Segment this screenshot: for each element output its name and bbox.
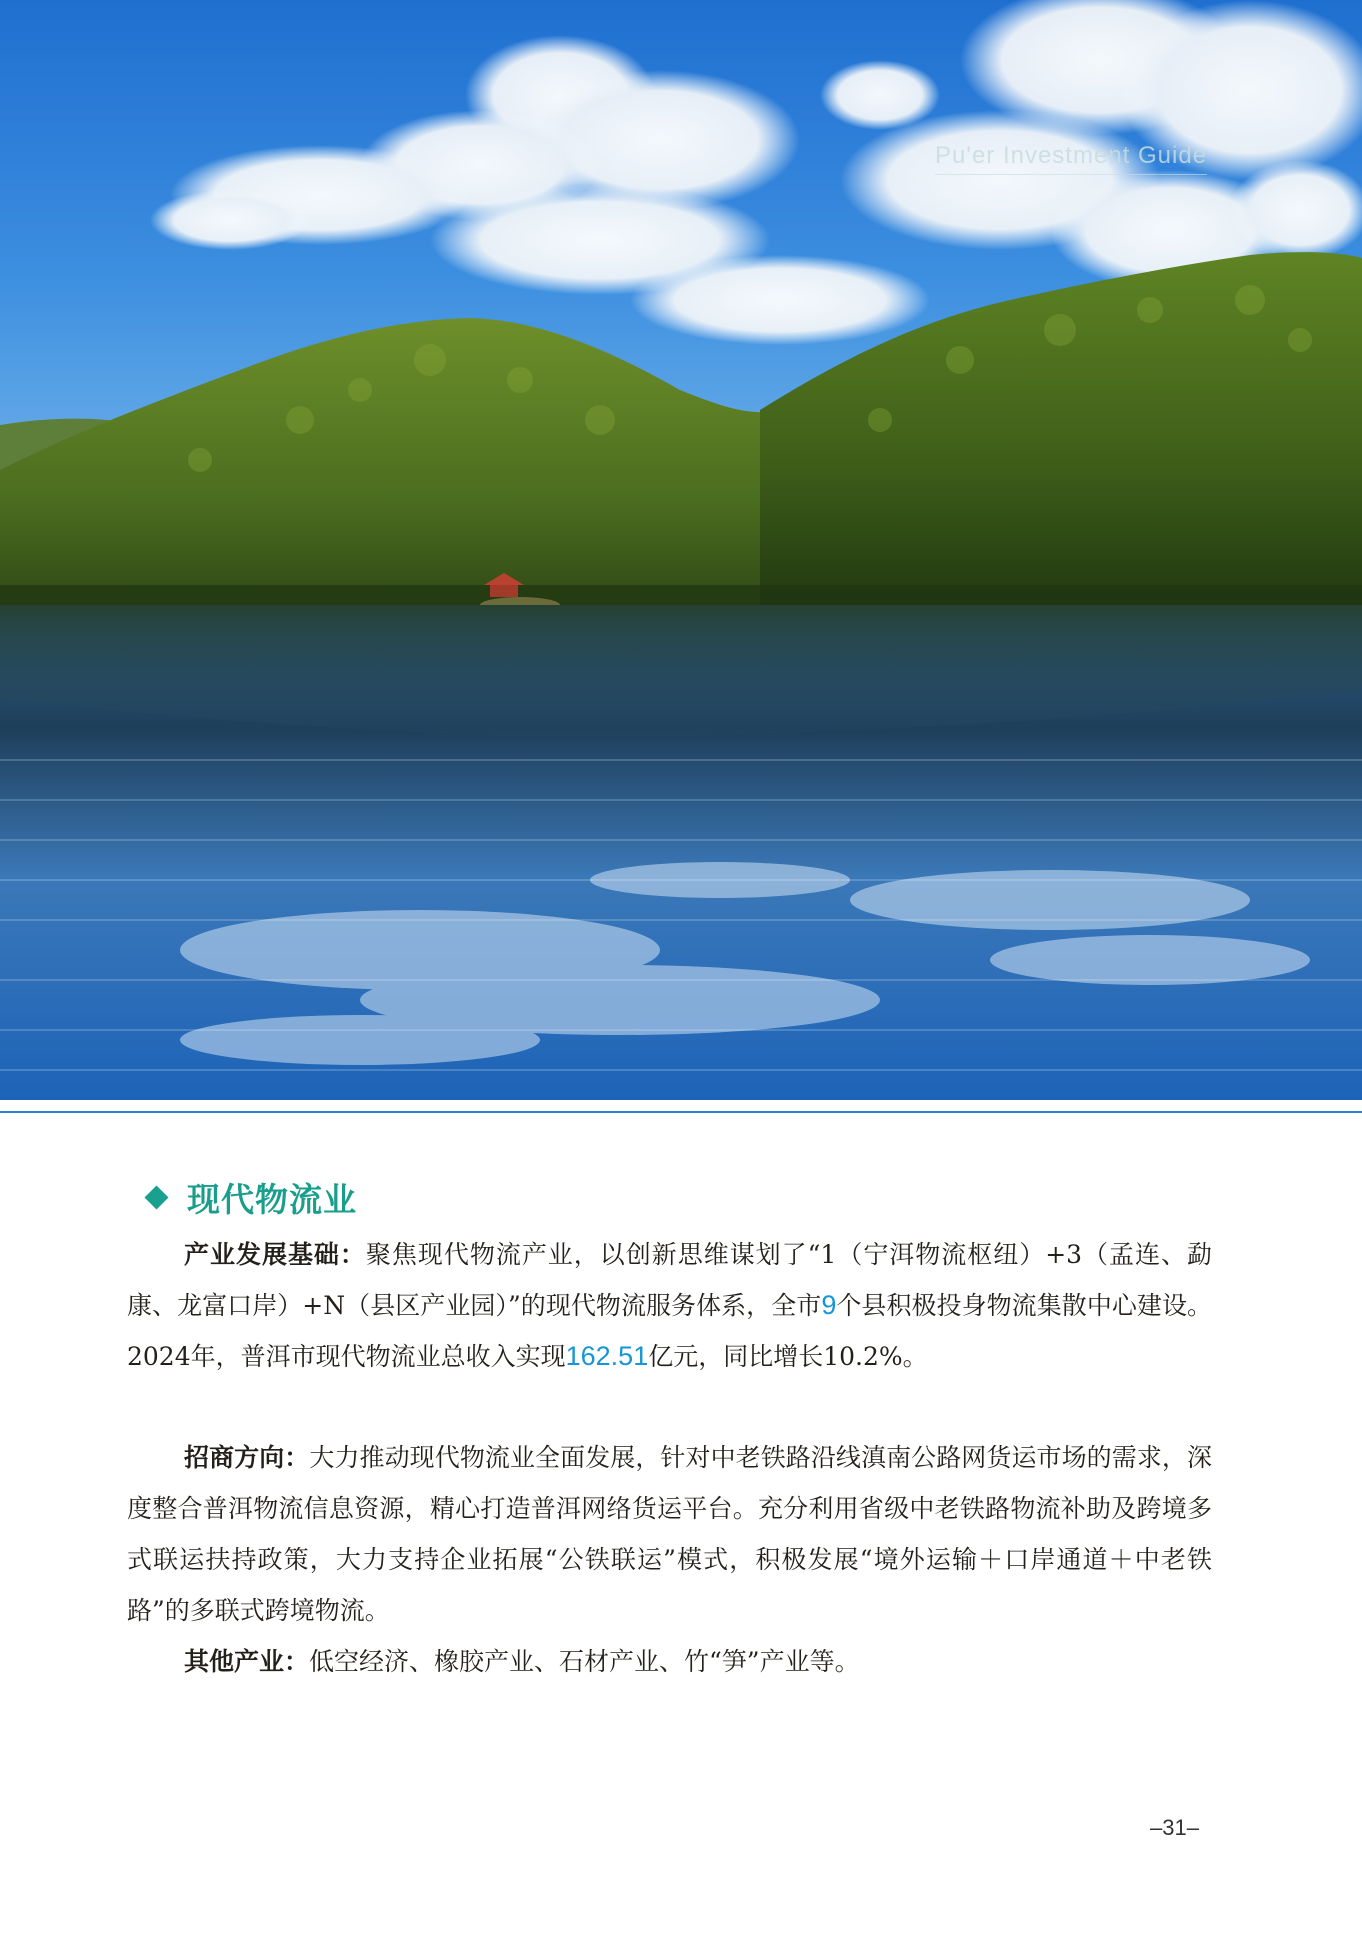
- paragraph-text: 亿元，同比增长10.2%。: [648, 1342, 928, 1371]
- paragraph-investment-direction: [127, 1432, 1212, 1636]
- header-guide-text: Pu'er Investment Guide: [935, 142, 1207, 175]
- section-heading: [144, 1172, 357, 1222]
- paragraph-industry-foundation: [127, 1229, 1212, 1382]
- paragraph-label: 其他产业：: [184, 1647, 310, 1676]
- page-number: –31–: [1150, 1815, 1199, 1840]
- highlight-number: 162.51: [565, 1341, 649, 1371]
- section-divider: [0, 1111, 1362, 1113]
- paragraph-text: 聚焦现代物流产业，以创新思维谋划了“1（宁洱物流枢纽）+3（孟连、勐康、龙富口岸）+N（县区产业园）”的现代物流服务体系，全市: [127, 1240, 1212, 1320]
- paragraph-text: 大力推动现代物流业全面发展，针对中老铁路沿线滇南公路网货运市场的需求，深度整合普洱物流信息资源，精心打造普洱网络货运平台。充分利用省级中老铁路物流补助及跨境多式联运扶持政策，大力支持企业拓展“公铁联运”模式，积极发展“境外运输＋口岸通道＋中老铁路”的多联式跨境物流。: [127, 1443, 1212, 1625]
- paragraph-text: 低空经济、橡胶产业、石材产业、竹“笋”产业等。: [309, 1647, 860, 1676]
- paragraph-label: 产业发展基础：: [184, 1240, 366, 1269]
- paragraph-label: 招商方向：: [184, 1443, 310, 1472]
- paragraph-text: 个县积极投身物流集散中心建设。2024年，普洱市现代物流业总收入实现: [127, 1291, 1212, 1371]
- paragraph-spacer: [127, 1382, 1212, 1432]
- highlight-number: 9: [821, 1290, 837, 1320]
- diamond-icon: [144, 1185, 168, 1209]
- section-title: 现代物流业: [187, 1179, 357, 1219]
- paragraph-other-industries: [127, 1636, 1212, 1687]
- article-body: [127, 1229, 1212, 1687]
